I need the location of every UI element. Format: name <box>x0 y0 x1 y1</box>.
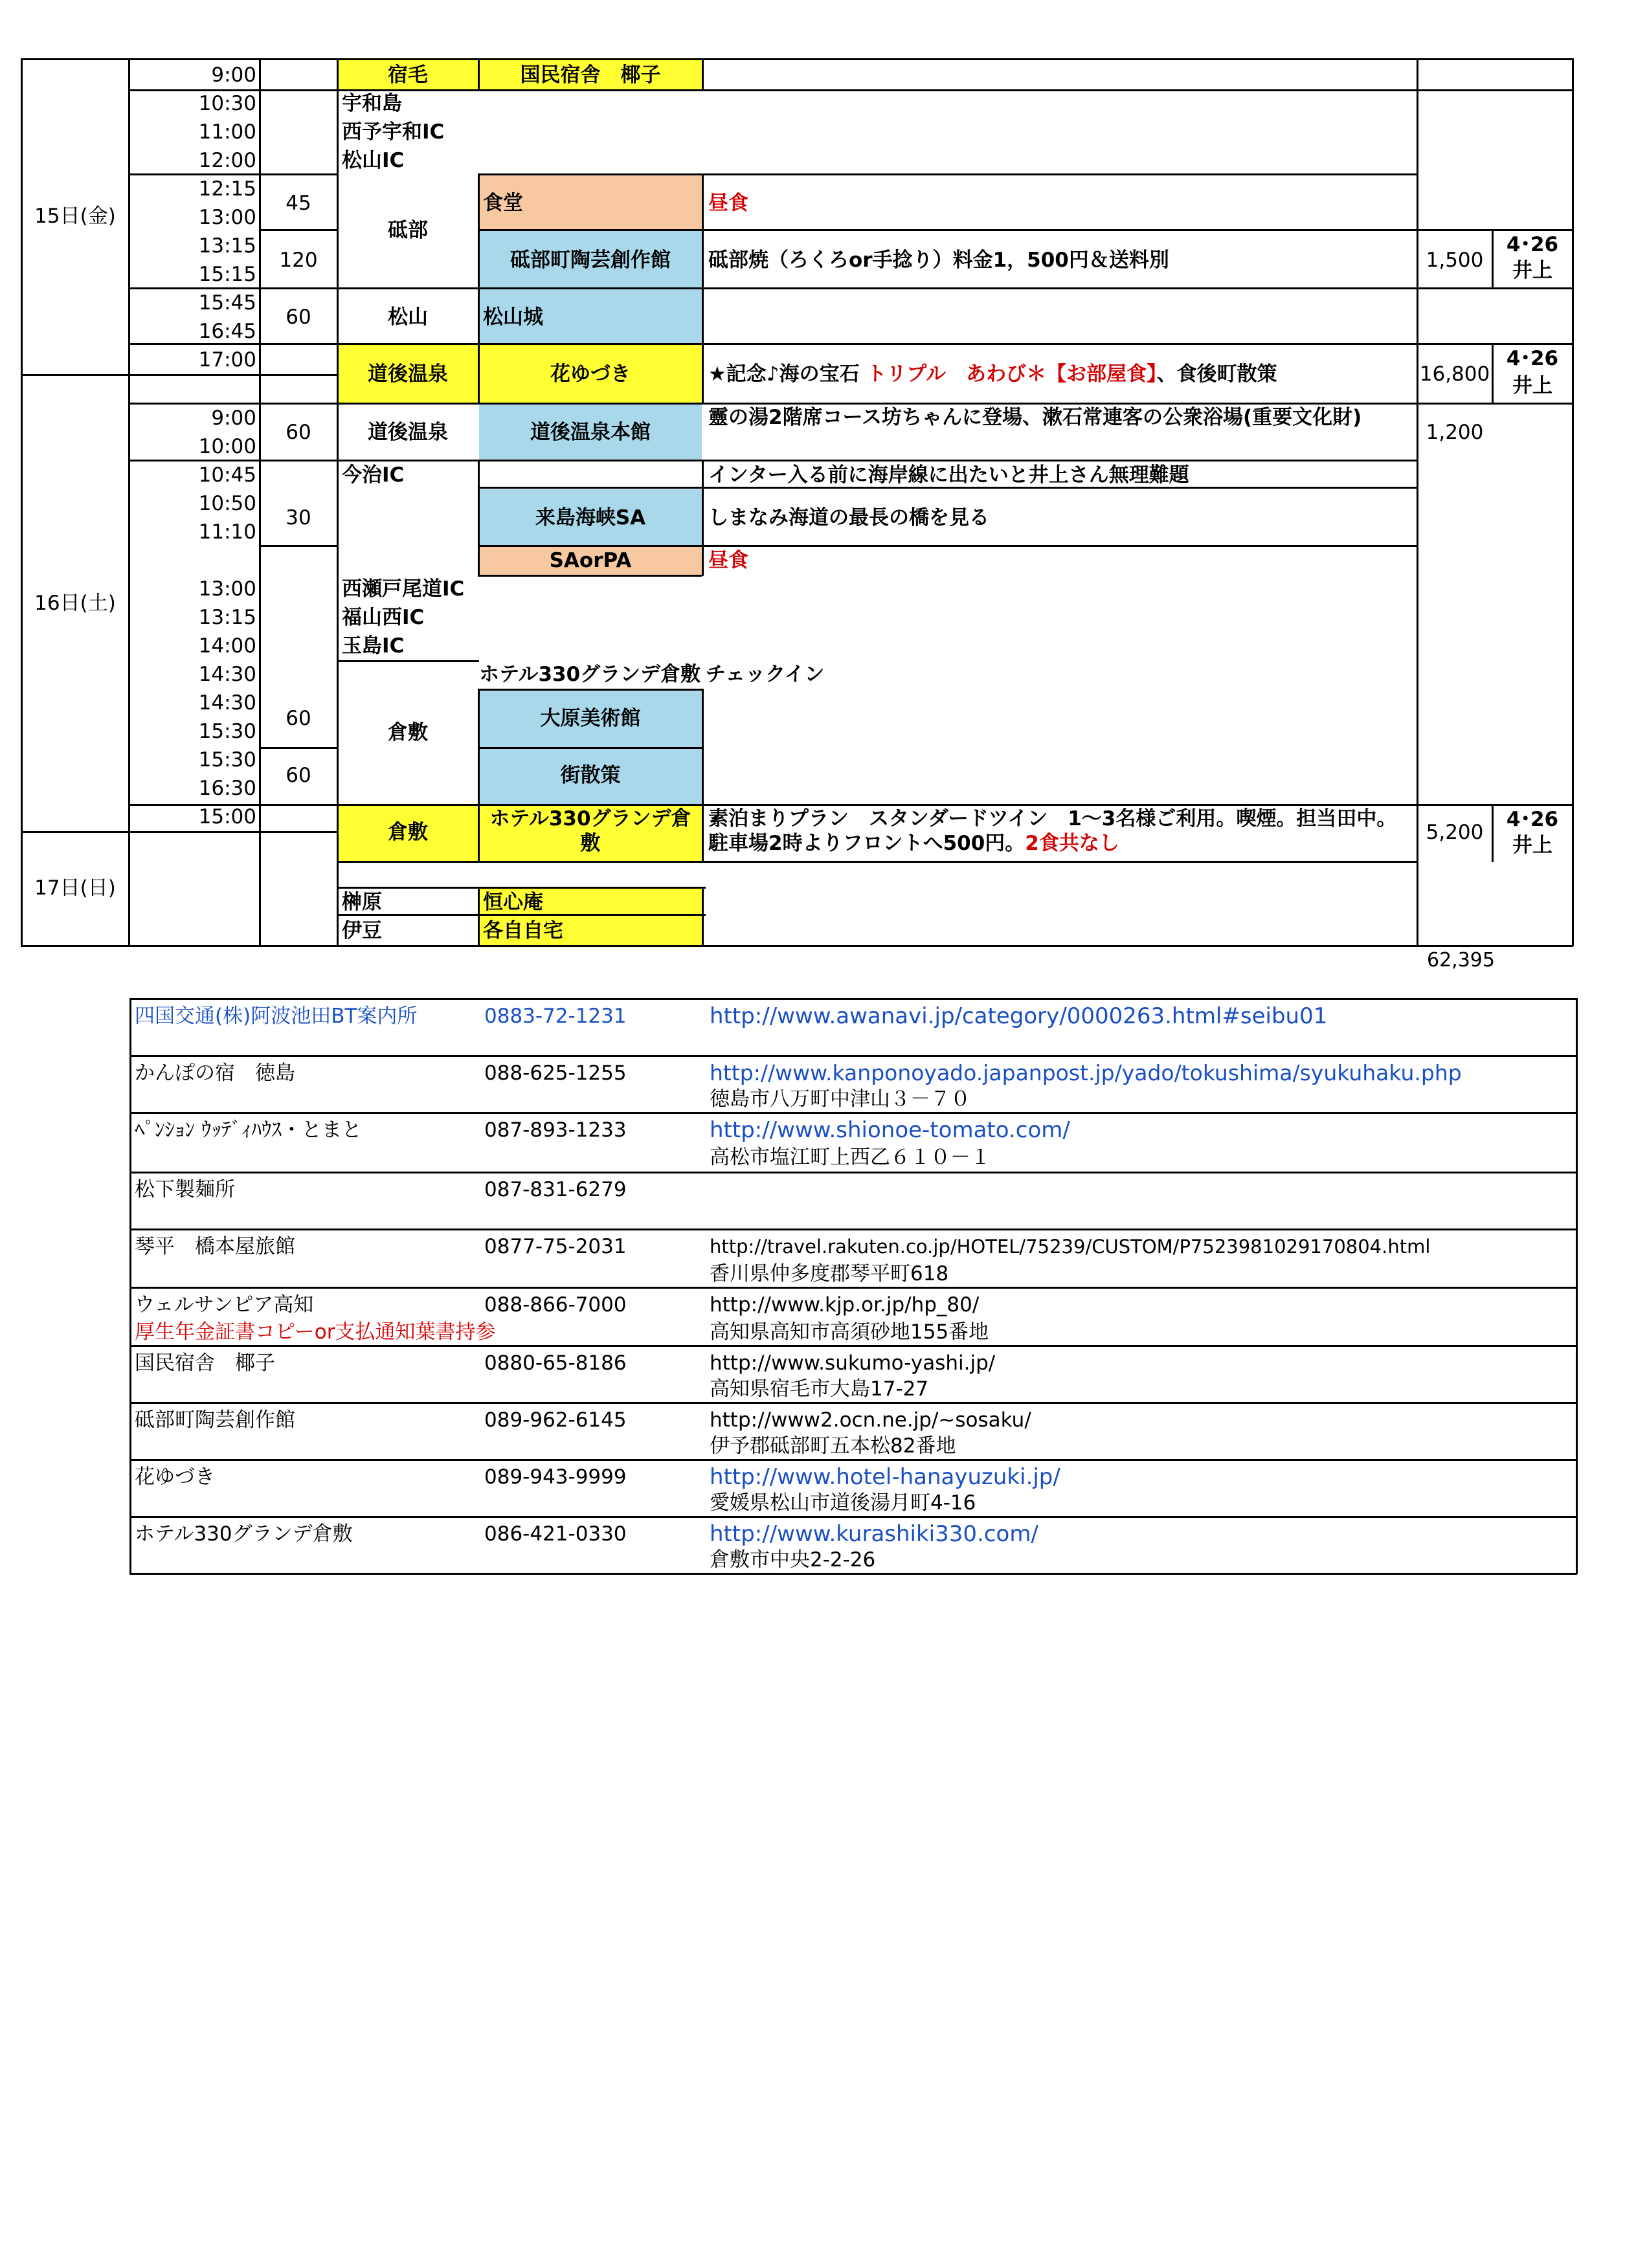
time: 12:00 <box>198 149 256 172</box>
duration: 60 <box>286 306 311 329</box>
place-label: 恒心庵 <box>483 891 543 914</box>
time: 15:00 <box>198 805 256 828</box>
line <box>129 998 131 1574</box>
area-label: 榊原 <box>342 891 382 914</box>
line <box>128 804 1573 806</box>
line <box>128 374 338 376</box>
contact-phone: 088-866-7000 <box>484 1293 627 1317</box>
duration: 60 <box>286 707 311 730</box>
contact-name: 国民宿舎 椰子 <box>135 1351 275 1375</box>
time: 11:10 <box>198 520 256 544</box>
line <box>478 173 1418 175</box>
line <box>259 545 337 547</box>
note: 靈の湯2階席コース坊ちゃんに登場、漱石常連客の公衆浴場(重要文化財) <box>708 406 1362 429</box>
line <box>128 287 1573 289</box>
contact-url[interactable]: http://www.shionoe-tomato.com/ <box>710 1117 1070 1143</box>
line <box>478 229 1573 231</box>
area-label: 松山 <box>388 306 428 329</box>
place-label: 花ゆづき <box>550 362 631 386</box>
time: 13:15 <box>198 234 256 258</box>
line <box>1417 58 1418 946</box>
price: 1,500 <box>1426 249 1484 272</box>
contact-phone: 086-421-0330 <box>484 1522 627 1546</box>
line <box>702 58 704 91</box>
contact-address: 高知県宿毛市大島17-27 <box>710 1377 929 1401</box>
contact-url[interactable]: http://travel.rakuten.co.jp/HOTEL/75239/CUSTOM/P7523981029170804.html <box>710 1236 1431 1258</box>
contact-address: 高松市塩江町上西乙６１０－１ <box>710 1146 991 1169</box>
contact-name: 四国交通(株)阿波池田BT案内所 <box>135 1005 418 1028</box>
line <box>337 58 339 946</box>
contact-address: 徳島市八万町中津山３－７０ <box>710 1087 970 1111</box>
time: 14:30 <box>198 691 256 715</box>
duration: 60 <box>286 421 311 444</box>
line <box>129 1172 1577 1173</box>
note: 砥部焼（ろくろor手捻り）料金1，500円＆送料別 <box>708 249 1169 272</box>
place-label: SAorPA <box>549 549 632 572</box>
note-hanayuzuki: ★記念♪海の宝石 トリプル あわび＊【お部屋食】、食後町散策 <box>708 362 1277 386</box>
contact-name: 松下製麺所 <box>135 1178 235 1201</box>
area-label: 福山西IC <box>342 606 425 629</box>
time: 10:45 <box>198 463 256 487</box>
contact-name: 琴平 橋本屋旅館 <box>135 1235 295 1258</box>
area-label: 宇和島 <box>342 92 402 115</box>
time: 13:00 <box>198 206 256 229</box>
line <box>129 1055 1577 1057</box>
line <box>128 831 338 833</box>
time: 15:30 <box>198 720 256 743</box>
line <box>259 229 337 231</box>
place-label: 道後温泉本館 <box>530 421 651 444</box>
line <box>129 1228 1577 1230</box>
area-label: 西瀬戸尾道IC <box>342 577 465 601</box>
contact-note: 厚生年金証書コピーor支払通知葉書持参 <box>135 1320 496 1344</box>
time: 14:00 <box>198 634 256 658</box>
duration: 30 <box>286 506 311 529</box>
area-label: 宿毛 <box>388 63 428 87</box>
time: 9:00 <box>211 406 256 430</box>
ref-date: 4･26 <box>1506 347 1559 370</box>
time: 15:30 <box>198 748 256 772</box>
area-label: 倉敷 <box>388 721 428 744</box>
contact-phone: 089-943-9999 <box>484 1465 627 1489</box>
place-label: 松山城 <box>483 306 543 329</box>
line <box>478 887 480 946</box>
contact-name: ウェルサンピア高知 <box>135 1293 314 1317</box>
line <box>128 403 1573 405</box>
line <box>478 689 703 691</box>
area-label: 伊豆 <box>342 919 382 942</box>
area-label: 道後温泉 <box>368 421 448 444</box>
contact-phone: 0877-75-2031 <box>484 1235 627 1258</box>
line <box>21 58 1573 60</box>
line <box>259 747 337 749</box>
duration: 45 <box>286 192 311 215</box>
line <box>128 343 1573 345</box>
ref-name: 井上 <box>1512 834 1552 857</box>
note-lunch: 昼食 <box>708 192 748 215</box>
contact-address: 伊予郡砥部町五本松82番地 <box>710 1434 956 1458</box>
time: 16:45 <box>198 320 256 343</box>
time: 16:30 <box>198 777 256 800</box>
note: チェックイン <box>706 663 825 686</box>
line <box>1576 998 1578 1574</box>
place-label: 街散策 <box>560 764 621 787</box>
line <box>21 58 23 946</box>
day-label: 17日(日) <box>34 876 116 900</box>
contact-url[interactable]: http://www2.ocn.ne.jp/~sosaku/ <box>710 1408 1031 1432</box>
contact-name: 砥部町陶芸創作館 <box>135 1408 295 1432</box>
place-label: 大原美術館 <box>540 707 641 730</box>
area-label: 倉敷 <box>388 821 428 844</box>
ref-date: 4･26 <box>1506 233 1559 256</box>
place-label: ホテル330グランデ倉敷 <box>489 807 691 855</box>
duration: 60 <box>286 764 311 787</box>
price: 5,200 <box>1426 821 1484 844</box>
place-label: 食堂 <box>483 192 523 215</box>
contact-name: かんぽの宿 徳島 <box>135 1062 295 1085</box>
day-label: 16日(土) <box>34 592 116 615</box>
contact-url[interactable]: http://www.kurashiki330.com/ <box>710 1521 1038 1547</box>
contact-address: 愛媛県松山市道後湯月町4-16 <box>710 1491 976 1515</box>
line <box>337 660 479 662</box>
line <box>21 374 129 376</box>
ref-name: 井上 <box>1512 374 1552 397</box>
place-label: 国民宿舎 椰子 <box>520 63 661 87</box>
ref-name: 井上 <box>1512 259 1552 282</box>
contact-phone: 089-962-6145 <box>484 1408 627 1432</box>
ref-date: 4･26 <box>1506 808 1559 831</box>
line <box>337 861 1418 863</box>
area-label: 玉島IC <box>342 634 405 658</box>
price: 16,800 <box>1419 362 1490 386</box>
contact-address: 香川県仲多度郡琴平町618 <box>710 1262 949 1285</box>
note-hotel: 素泊まりプラン スタンダードツイン 1～3名様ご利用。喫煙。担当田中。駐車場2時よりフロントへ500円。2食共なし <box>708 807 1397 855</box>
place-label: ホテル330グランデ倉敷 <box>479 663 701 686</box>
note: しまなみ海道の最長の橋を見る <box>708 506 989 529</box>
time: 10:00 <box>198 435 256 458</box>
contact-phone: 087-893-1233 <box>484 1118 627 1142</box>
contact-name: ﾍﾟﾝｼｮﾝ ｳｯﾃﾞｨﾊｳｽ・とまと <box>135 1118 362 1142</box>
time: 10:30 <box>198 92 256 115</box>
contact-phone: 0880-65-8186 <box>484 1351 627 1375</box>
contact-name: 花ゆづき <box>135 1465 215 1489</box>
time: 15:45 <box>198 291 256 315</box>
line <box>702 689 704 862</box>
time: 9:00 <box>211 63 256 87</box>
line <box>1572 58 1574 946</box>
area-label: 西予宇和IC <box>342 120 445 144</box>
line <box>702 887 704 946</box>
line <box>702 460 704 576</box>
contact-phone: 0883-72-1231 <box>484 1005 627 1028</box>
time: 13:00 <box>198 577 256 601</box>
line <box>129 998 1577 1000</box>
day-label: 15日(金) <box>34 205 116 228</box>
line <box>21 831 129 833</box>
contact-address: 倉敷市中央2-2-26 <box>710 1548 876 1572</box>
line <box>478 575 702 577</box>
place-label: 来島海峡SA <box>535 506 646 529</box>
contact-url[interactable]: http://www.awanavi.jp/category/0000263.html#seibu01 <box>710 1003 1328 1029</box>
time: 12:15 <box>198 177 256 201</box>
contact-url[interactable]: http://www.kanponoyado.japanpost.jp/yado/tokushima/syukuhaku.php <box>710 1060 1462 1085</box>
note-lunch: 昼食 <box>708 549 748 572</box>
price: 1,200 <box>1426 421 1484 444</box>
time: 11:00 <box>198 120 256 144</box>
time: 14:30 <box>198 663 256 686</box>
line <box>21 945 1573 947</box>
area-label: 今治IC <box>342 463 405 487</box>
contact-url[interactable]: http://www.hotel-hanayuzuki.jp/ <box>710 1464 1060 1490</box>
contact-phone: 088-625-1255 <box>484 1062 627 1085</box>
place-label: 各自自宅 <box>483 919 563 942</box>
area-label: 砥部 <box>388 219 428 242</box>
area-label: 道後温泉 <box>368 362 448 386</box>
line <box>478 747 703 749</box>
time: 13:15 <box>198 606 256 629</box>
contact-address: 高知県高知市高須砂地155番地 <box>710 1320 989 1344</box>
time: 17:00 <box>198 348 256 372</box>
area-label: 松山IC <box>342 149 405 172</box>
time: 10:50 <box>198 492 256 515</box>
contact-name: ホテル330グランデ倉敷 <box>135 1522 353 1546</box>
time: 15:15 <box>198 263 256 286</box>
place-label: 砥部町陶芸創作館 <box>510 249 671 272</box>
total-price: 62,395 <box>1427 949 1495 972</box>
contact-url[interactable]: http://www.kjp.or.jp/hp_80/ <box>710 1293 980 1317</box>
note: インター入る前に海岸線に出たいと井上さん無理難題 <box>708 463 1189 487</box>
duration: 120 <box>279 249 318 272</box>
contact-url[interactable]: http://www.sukumo-yashi.jp/ <box>710 1351 996 1375</box>
contact-phone: 087-831-6279 <box>484 1178 627 1201</box>
